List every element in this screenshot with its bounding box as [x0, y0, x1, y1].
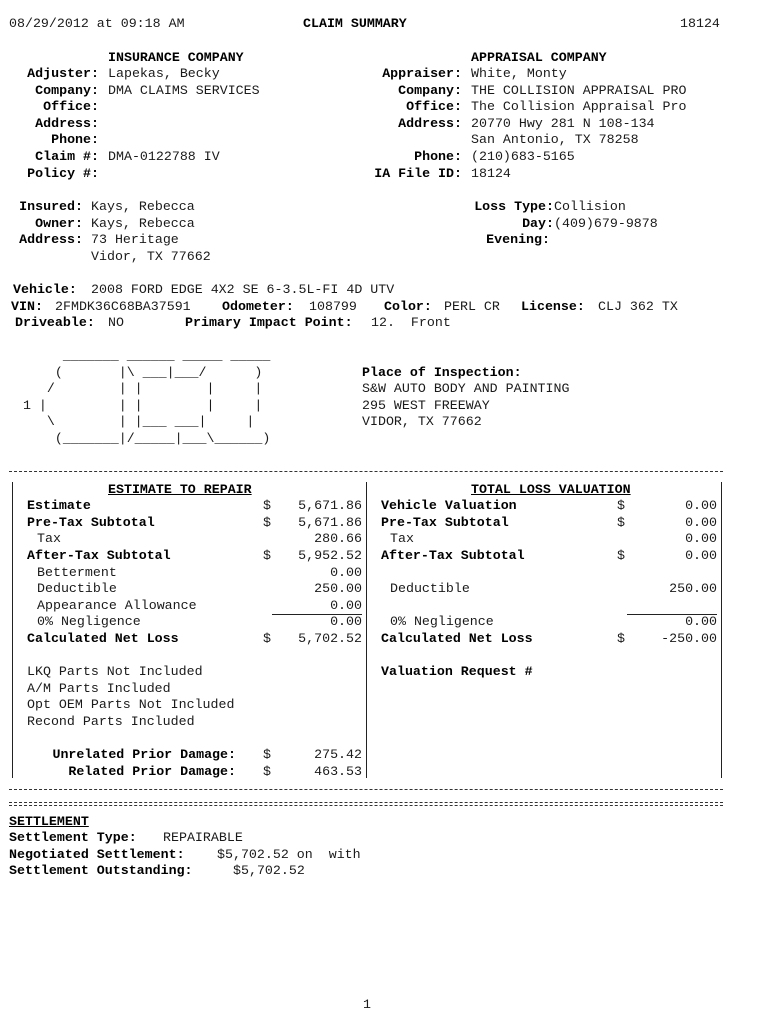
estimate-aftertax-dollar: $ [263, 548, 271, 563]
related-prior-damage-label: Related Prior Damage: [68, 764, 236, 779]
loss-type-label: Loss Type: [474, 199, 554, 214]
page-title: CLAIM SUMMARY [303, 16, 407, 31]
inspection-label: Place of Inspection: [362, 365, 522, 380]
opt-oem-parts-note: Opt OEM Parts Not Included [27, 697, 235, 712]
owner-address-line2: Vidor, TX 77662 [91, 249, 211, 264]
impact-diagram-line: ( |\ ___|___/ ) [7, 365, 263, 380]
total-loss-net-label: Calculated Net Loss [381, 631, 533, 646]
owner-value: Kays, Rebecca [91, 216, 195, 231]
insurance-company-value: DMA CLAIMS SERVICES [108, 83, 260, 98]
unrelated-prior-damage-label: Unrelated Prior Damage: [52, 747, 236, 762]
ia-file-id-label: IA File ID: [374, 166, 462, 181]
total-loss-pretax-dollar: $ [617, 515, 625, 530]
license-label: License: [521, 299, 585, 314]
impact-diagram-line: 1 | | | | | [7, 398, 263, 413]
evening-phone-label: Evening: [486, 232, 550, 247]
double-rule-bottom [9, 805, 723, 806]
adjuster-label: Adjuster: [27, 66, 99, 81]
appearance-allowance-label: Appearance Allowance [37, 598, 197, 613]
estimate-label: Estimate [27, 498, 91, 513]
day-phone-value: (409)679-9878 [554, 216, 658, 231]
lkq-parts-note: LKQ Parts Not Included [27, 664, 203, 679]
appraisal-phone-value: (210)683-5165 [471, 149, 575, 164]
ia-file-id-value: 18124 [471, 166, 511, 181]
total-loss-heading: TOTAL LOSS VALUATION [471, 482, 631, 497]
valuation-request-label: Valuation Request # [381, 664, 533, 679]
impact-diagram-line: \ | |___ ___| | [7, 414, 255, 429]
estimate-pretax-dollar: $ [263, 515, 271, 530]
settlement-outstanding-value: $5,702.52 [233, 863, 305, 878]
total-loss-deductible-label: Deductible [390, 581, 470, 596]
vehicle-valuation-label: Vehicle Valuation [381, 498, 517, 513]
driveable-label: Driveable: [15, 315, 95, 330]
estimate-net-loss-label: Calculated Net Loss [27, 631, 179, 646]
adjuster-value: Lapekas, Becky [108, 66, 220, 81]
estimate-heading: ESTIMATE TO REPAIR [108, 482, 252, 497]
insurance-company-label: Company: [35, 83, 99, 98]
total-loss-tax-label: Tax [390, 531, 414, 546]
vehicle-value: 2008 FORD EDGE 4X2 SE 6-3.5L-FI 4D UTV [91, 282, 395, 297]
appraisal-office-label: Office: [406, 99, 462, 114]
total-loss-negligence-label: 0% Negligence [390, 614, 494, 629]
estimate-tax-value: 280.66 [314, 531, 362, 546]
appraisal-address-line1: 20770 Hwy 281 N 108-134 [471, 116, 655, 131]
estimate-net-loss-dollar: $ [263, 631, 271, 646]
total-loss-pretax-label: Pre-Tax Subtotal [381, 515, 509, 530]
settlement-type-label: Settlement Type: [9, 830, 137, 845]
box-bottom-rule [9, 789, 723, 790]
estimate-aftertax-value: 5,952.52 [298, 548, 362, 563]
license-value: CLJ 362 TX [598, 299, 678, 314]
owner-address-line1: 73 Heritage [91, 232, 179, 247]
insurance-phone-label: Phone: [51, 132, 99, 147]
appraisal-heading: APPRAISAL COMPANY [471, 50, 607, 65]
appraiser-value: White, Monty [471, 66, 567, 81]
appraisal-phone-label: Phone: [414, 149, 462, 164]
color-value: PERL CR [444, 299, 500, 314]
unrelated-prior-damage-dollar: $ [263, 747, 271, 762]
vin-value: 2FMDK36C68BA37591 [55, 299, 191, 314]
insurance-address-label: Address: [35, 116, 99, 131]
negotiated-settlement-value: $5,702.52 on with [217, 847, 361, 862]
insurance-heading: INSURANCE COMPANY [108, 50, 244, 65]
appearance-allowance-value: 0.00 [330, 598, 362, 613]
inspection-line1: S&W AUTO BODY AND PAINTING [362, 381, 570, 396]
report-datetime: 08/29/2012 at 09:18 AM [9, 16, 185, 31]
owner-address-label: Address: [19, 232, 83, 247]
insurance-office-label: Office: [43, 99, 99, 114]
claim-number-value: DMA-0122788 IV [108, 149, 220, 164]
total-loss-deductible-value: 250.00 [669, 581, 717, 596]
page-number: 1 [363, 997, 371, 1012]
impact-point-label: Primary Impact Point: [185, 315, 353, 330]
total-loss-tax-value: 0.00 [685, 531, 717, 546]
estimate-deductible-label: Deductible [37, 581, 117, 596]
settlement-outstanding-label: Settlement Outstanding: [9, 863, 193, 878]
file-number: 18124 [680, 16, 720, 31]
total-loss-net-value: -250.00 [661, 631, 717, 646]
vehicle-label: Vehicle: [13, 282, 77, 297]
vehicle-valuation-value: 0.00 [685, 498, 717, 513]
loss-type-value: Collision [554, 199, 626, 214]
insured-label: Insured: [19, 199, 83, 214]
related-prior-damage-dollar: $ [263, 764, 271, 779]
inspection-line3: VIDOR, TX 77662 [362, 414, 482, 429]
policy-number-label: Policy #: [27, 166, 99, 181]
box-right-border [721, 482, 722, 778]
inspection-line2: 295 WEST FREEWAY [362, 398, 490, 413]
appraisal-company-value: THE COLLISION APPRAISAL PRO [471, 83, 687, 98]
double-rule-top [9, 802, 723, 803]
color-label: Color: [384, 299, 432, 314]
estimate-pretax-value: 5,671.86 [298, 515, 362, 530]
vehicle-valuation-dollar: $ [617, 498, 625, 513]
unrelated-prior-damage-value: 275.42 [314, 747, 362, 762]
appraisal-company-label: Company: [398, 83, 462, 98]
estimate-negligence-label: 0% Negligence [37, 614, 141, 629]
betterment-label: Betterment [37, 565, 117, 580]
negotiated-settlement-label: Negotiated Settlement: [9, 847, 185, 862]
am-parts-note: A/M Parts Included [27, 681, 171, 696]
claim-number-label: Claim #: [35, 149, 99, 164]
estimate-tax-label: Tax [37, 531, 61, 546]
box-left-border [12, 482, 13, 778]
box-top-rule [9, 471, 723, 472]
total-loss-negligence-value: 0.00 [685, 614, 717, 629]
settlement-type-value: REPAIRABLE [163, 830, 243, 845]
box-center-divider [366, 482, 367, 778]
estimate-negligence-value: 0.00 [330, 614, 362, 629]
appraisal-address-line2: San Antonio, TX 78258 [471, 132, 639, 147]
appraisal-office-value: The Collision Appraisal Pro [471, 99, 687, 114]
impact-diagram-line: / | | | | [7, 381, 263, 396]
settlement-heading: SETTLEMENT [9, 814, 89, 829]
total-loss-net-dollar: $ [617, 631, 625, 646]
odometer-label: Odometer: [222, 299, 294, 314]
estimate-deductible-value: 250.00 [314, 581, 362, 596]
driveable-value: NO [108, 315, 124, 330]
estimate-net-loss-value: 5,702.52 [298, 631, 362, 646]
betterment-value: 0.00 [330, 565, 362, 580]
impact-diagram-line: (_______|/_____|___\______) [7, 431, 271, 446]
total-loss-aftertax-label: After-Tax Subtotal [381, 548, 525, 563]
total-loss-pretax-value: 0.00 [685, 515, 717, 530]
recond-parts-note: Recond Parts Included [27, 714, 195, 729]
estimate-pretax-label: Pre-Tax Subtotal [27, 515, 155, 530]
estimate-aftertax-label: After-Tax Subtotal [27, 548, 171, 563]
estimate-value: 5,671.86 [298, 498, 362, 513]
appraisal-address-label: Address: [398, 116, 462, 131]
impact-point-value: 12. Front [371, 315, 451, 330]
owner-label: Owner: [35, 216, 83, 231]
estimate-dollar: $ [263, 498, 271, 513]
total-loss-aftertax-value: 0.00 [685, 548, 717, 563]
impact-diagram-line: _______ ______ _____ _____ [7, 348, 271, 363]
day-phone-label: Day: [522, 216, 554, 231]
total-loss-aftertax-dollar: $ [617, 548, 625, 563]
vin-label: VIN: [11, 299, 43, 314]
appraiser-label: Appraiser: [382, 66, 462, 81]
related-prior-damage-value: 463.53 [314, 764, 362, 779]
odometer-value: 108799 [309, 299, 357, 314]
insured-value: Kays, Rebecca [91, 199, 195, 214]
